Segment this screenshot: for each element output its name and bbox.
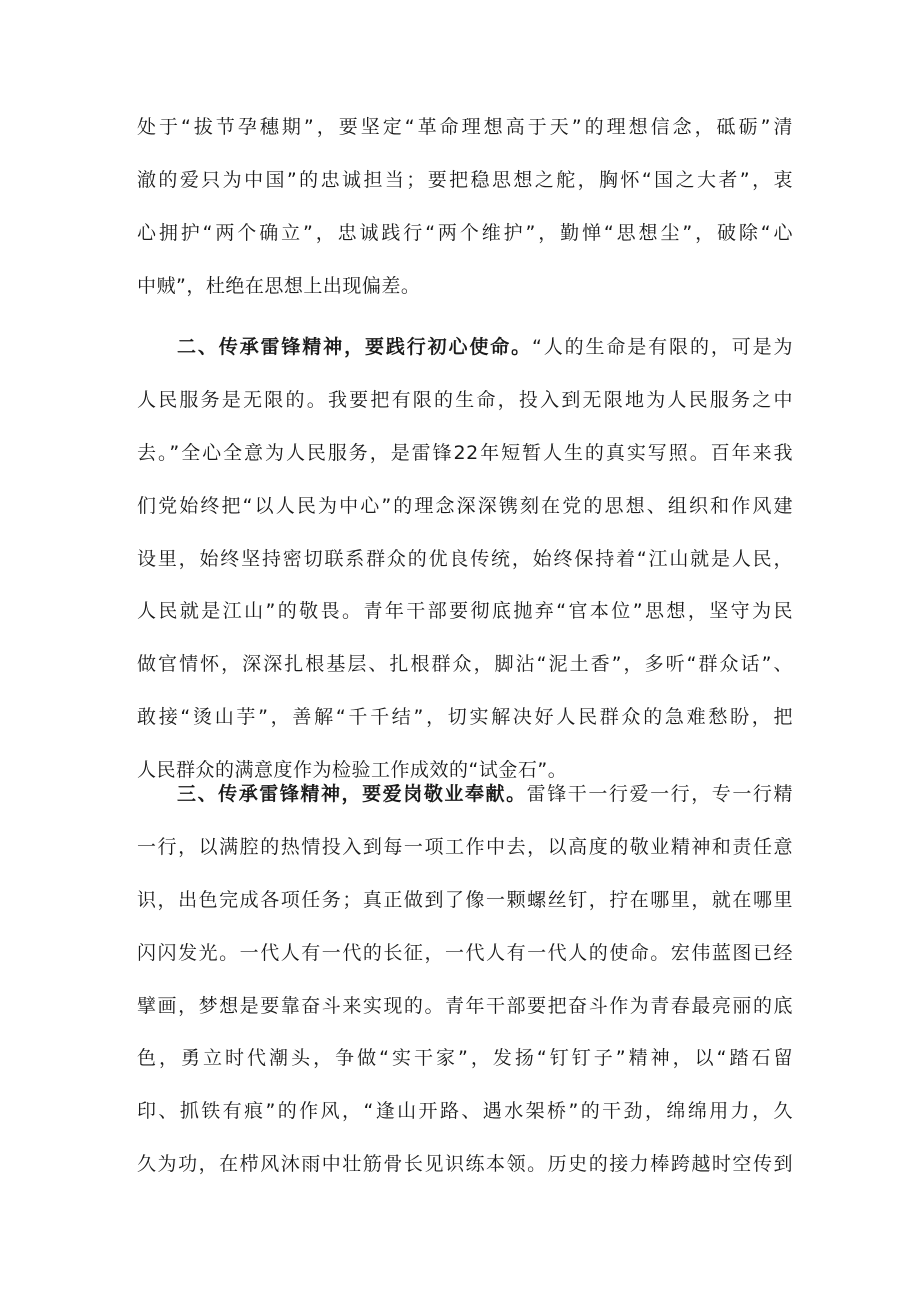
paragraph-line: 擘画，梦想是要靠奋斗来实现的。青年干部要把奋斗作为青春最亮丽的底: [137, 994, 793, 1017]
paragraph-line: 处于“拔节孕穗期”，要坚定“革命理想高于天”的理想信念，砥砺”清: [137, 116, 793, 138]
section-heading-2: 二、传承雷锋精神，要践行初心使命。: [177, 336, 533, 358]
heading-line-rest: “人的生命是有限的，可是为: [532, 336, 793, 358]
paragraph-line: 心拥护“两个确立”，忠诚践行“两个维护”，勤惮“思想尘”，破除“心: [137, 221, 793, 244]
paragraph-line: 人民服务是无限的。我要把有限的生命，投入到无限地为人民服务之中: [137, 388, 793, 411]
paragraph-line: 们党始终把“以人民为中心”的理念深深镌刻在党的思想、组织和作风建: [137, 494, 793, 517]
paragraph-line: 久为功，在栉风沐雨中壮筋骨长见识练本领。历史的接力棒跨越时空传到: [137, 1153, 793, 1176]
paragraph-line: 印、抓铁有痕”的作风，“逢山开路、遇水架桥”的干劲，绵绵用力，久: [137, 1100, 793, 1123]
paragraph-line: 做官情怀，深深扎根基层、扎根群众，脚沾“泥土香”，多听“群众话”、: [137, 653, 793, 676]
paragraph-line: 一行，以满腔的热情投入到每一项工作中去，以高度的敬业精神和责任意: [137, 835, 793, 858]
paragraph-line: 识，出色完成各项任务；真正做到了像一颗螺丝钉，拧在哪里，就在哪里: [137, 888, 793, 911]
paragraph-line: 去。”全心全意为人民服务，是雷锋22年短暂人生的真实写照。百年来我: [137, 441, 793, 464]
section-heading-3: 三、传承雷锋精神，要爱岗敬业奉献。: [177, 783, 527, 805]
paragraph-first-line: [137, 321, 793, 374]
paragraph-line: 色，勇立时代潮头，争做“实干家”，发扬“钉钉子”精神，以“踏石留: [137, 1047, 793, 1070]
paragraph-line: 敢接“烫山芋”，善解“千千结”，切实解决好人民群众的急难愁盼，把: [137, 706, 793, 729]
paragraph-line: 设里，始终坚持密切联系群众的优良传统，始终保持着“江山就是人民，: [137, 547, 793, 570]
paragraph-line: 闪闪发光。一代人有一代的长征，一代人有一代人的使命。宏伟蓝图已经: [137, 941, 793, 964]
paragraph-1: [137, 101, 793, 313]
paragraph-line: 澈的爱只为中国”的忠诚担当；要把稳思想之舵，胸怀“国之大者”，衷: [137, 168, 793, 191]
paragraph-first-line: [137, 768, 793, 821]
paragraph-line: 人民群众的满意度作为检验工作成效的“试金石”。: [137, 759, 568, 782]
heading-line-rest: 雷锋干一行爱一行，专一行精: [526, 783, 793, 805]
paragraph-line: 中贼”，杜绝在思想上出现偏差。: [137, 274, 421, 297]
paragraph-3: [137, 768, 793, 1191]
paragraph-2: [137, 321, 793, 797]
paragraph-line: 人民就是江山”的敬畏。青年干部要彻底抛弃“官本位”思想，坚守为民: [137, 600, 793, 623]
